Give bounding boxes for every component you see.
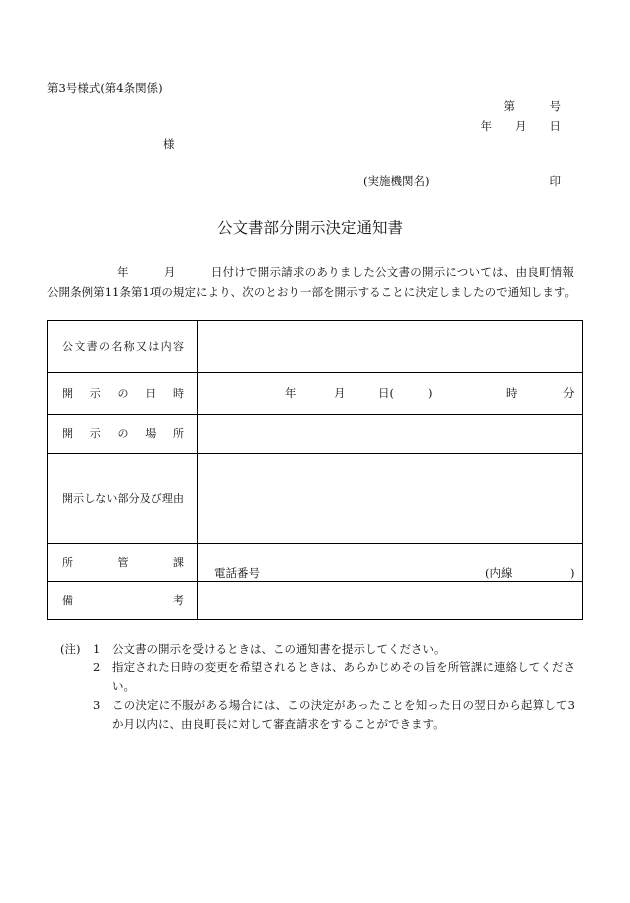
extension-open: (内線 <box>485 566 513 580</box>
note-number: 2 <box>93 660 101 674</box>
row-document-name <box>48 321 582 372</box>
notes-label: (注) <box>60 642 81 656</box>
remarks-label: 備 考 <box>62 593 184 607</box>
note-line: か月以内に、由良町長に対して審査請求をすることができます。 <box>112 717 445 731</box>
row-remarks <box>48 581 582 619</box>
note-number: 1 <box>93 642 101 656</box>
body-line: 年 月 日付けで開示請求のありました公文書の開示については、由良町情報 <box>117 265 574 279</box>
issuer-label: (実施機関名) <box>363 174 430 188</box>
department-label: 所 管 課 <box>62 555 184 569</box>
datetime-paren-close: ) <box>428 386 433 400</box>
note-line: 指定された日時の変更を希望されるときは、あらかじめその旨を所管課に連絡してくださ <box>112 660 575 674</box>
document-number: 第 号 <box>503 99 561 113</box>
phone-label: 電話番号 <box>214 566 260 580</box>
disclosure-place-label: 開 示 の 場 所 <box>62 427 184 440</box>
datetime-month: 月 <box>334 386 346 400</box>
datetime-hour: 時 <box>506 386 518 400</box>
undisclosed-parts-value-cell <box>198 454 582 543</box>
document-name-label: 公文書の名称又は内容 <box>62 339 184 353</box>
disclosure-details-table <box>47 320 583 620</box>
extension-close: ) <box>570 566 575 580</box>
row-disclosure-place <box>48 414 582 453</box>
seal-mark: 印 <box>549 174 561 188</box>
row-disclosure-datetime <box>48 372 582 414</box>
issue-date: 年 月 日 <box>480 119 561 133</box>
disclosure-place-value-cell <box>198 415 582 453</box>
document-title: 公文書部分開示決定通知書 <box>216 219 403 237</box>
body-line: 公開条例第11条第1項の規定により、次のとおり一部を開示することに決定しましたので通知します。 <box>47 285 576 299</box>
document-name-label-cell <box>48 321 198 372</box>
note-line: い。 <box>112 679 135 693</box>
row-department <box>48 543 582 581</box>
disclosure-datetime-value-cell <box>198 373 582 414</box>
department-value-cell <box>198 544 582 581</box>
undisclosed-parts-label: 開示しない部分及び理由 <box>62 491 184 505</box>
undisclosed-parts-label-cell <box>48 454 198 543</box>
addressee-suffix: 様 <box>163 137 175 151</box>
disclosure-place-label-cell <box>48 415 198 453</box>
note-line: この決定に不服がある場合には、この決定があったことを知った日の翌日から起算して3 <box>112 698 575 712</box>
disclosure-datetime-label: 開 示 の 日 時 <box>62 386 184 400</box>
document-name-value-cell <box>198 321 582 372</box>
remarks-label-cell <box>48 582 198 619</box>
note-line: 公文書の開示を受けるときは、この通知書を提示してください。 <box>112 642 446 656</box>
note-number: 3 <box>93 698 101 712</box>
datetime-minute: 分 <box>563 386 575 400</box>
row-undisclosed-parts <box>48 453 582 543</box>
form-number: 第3号様式(第4条関係) <box>47 81 163 95</box>
disclosure-datetime-label-cell <box>48 373 198 414</box>
remarks-value-cell <box>198 582 582 619</box>
datetime-day: 日( <box>378 386 394 400</box>
department-label-cell <box>48 544 198 581</box>
datetime-year: 年 <box>285 386 297 400</box>
